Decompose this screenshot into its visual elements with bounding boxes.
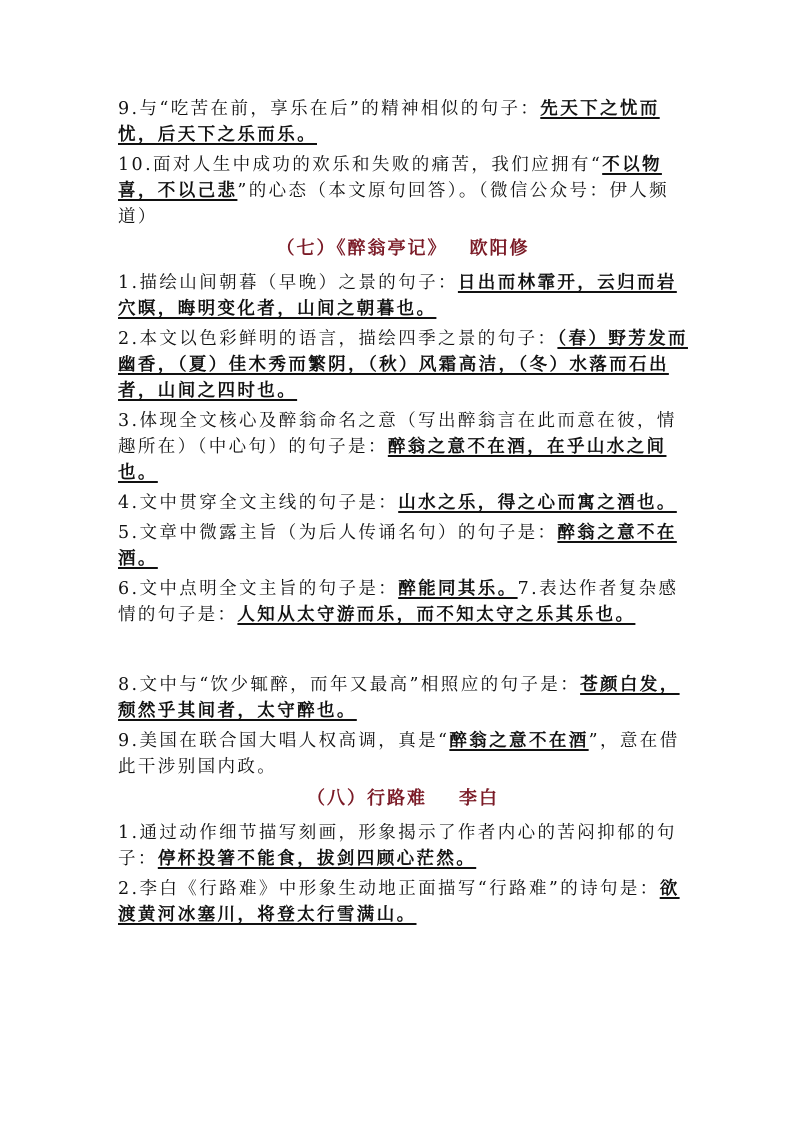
question-text-cont: ”，意在借此干涉别国内政。 [118,731,680,777]
question-text: 8.文中与“饮少辄醉，而年又最高”相照应的句子是： [118,675,581,695]
s7-item-3 [118,408,688,486]
answer-text: 停杯投箸不能食，拔剑四顾心茫然。 [157,849,477,869]
s7-item-4 [118,490,688,516]
answer-text: 日出而林霏开，云归而岩穴暝，晦明变化者，山间之朝暮也。 [118,273,677,319]
question-text: 1.描绘山间朝暮（早晚）之景的句子： [118,273,458,293]
question-text: 6.文中点明全文主旨的句子是： [118,579,399,599]
question-text: 10.面对人生中成功的欢乐和失败的痛苦，我们应拥有“ [118,155,603,175]
s7-item-2 [118,326,688,404]
s7-item-6-7 [118,576,688,628]
s7-item-5 [118,520,688,572]
answer-text: 先天下之忧而忧，后天下之乐而乐。 [118,99,660,145]
prev-item-9 [118,96,688,148]
section-heading-8 [118,786,688,812]
answer-text-2: 人知从太守游而乐，而不知太守之乐其乐也。 [237,605,636,625]
question-text: 3.体现全文核心及醉翁命名之意（写出醉翁言在此而意在彼，情趣所在）（中心句）的句子是： [118,411,677,457]
answer-text: 欲渡黄河冰塞川，将登太行雪满山。 [118,879,680,925]
question-text: 1.通过动作细节描写刻画，形象揭示了作者内心的苦闷抑郁的句子： [118,823,677,869]
question-text: 9.与“吃苦在前，享乐在后”的精神相似的句子： [118,99,541,119]
s7-item-8 [118,672,688,724]
answer-text: 苍颜白发，颓然乎其间者，太守醉也。 [118,675,680,721]
answer-text: 醉翁之意不在酒 [449,731,589,751]
question-text: 5.文章中微露主旨（为后人传诵名句）的句子是： [118,523,558,543]
document-page [118,96,688,932]
section-author: 欧阳修 [469,238,530,259]
answer-text: 醉翁之意不在酒，在乎山水之间也。 [118,437,667,483]
s7-item-1 [118,270,688,322]
answer-text: 醉能同其乐。 [398,579,518,599]
section-heading-7 [118,236,688,262]
s8-item-2 [118,876,688,928]
answer-text: 不以物喜，不以己悲 [118,155,662,201]
answer-text: 山水之乐，得之心而寓之酒也。 [398,493,677,513]
question-text: 9.美国在联合国大唱人权高调，真是“ [118,731,450,751]
question-text: 4.文中贯穿全文主线的句子是： [118,493,399,513]
question-text-2: 7.表达作者复杂感情的句子是： [118,579,679,625]
answer-text: 醉翁之意不在酒。 [118,523,677,569]
question-text-cont: ”的心态（本文原句回答）。（微信公众号：伊人频道） [118,181,670,227]
question-text: 2.李白《行路难》中形象生动地正面描写“行路难”的诗句是： [118,879,660,899]
question-text: 2.本文以色彩鲜明的语言，描绘四季之景的句子： [118,329,558,349]
section-title: （八）行路难 [307,788,427,809]
section-title: （七）《醉翁亭记》 [276,238,448,259]
prev-item-10 [118,152,688,230]
section-author: 李白 [459,788,499,809]
s8-item-1 [118,820,688,872]
s7-item-9 [118,728,688,780]
answer-text: （春）野芳发而幽香，（夏）佳木秀而繁阴，（秋）风霜高洁，（冬）水落而石出者，山间之四时也。 [118,329,688,401]
